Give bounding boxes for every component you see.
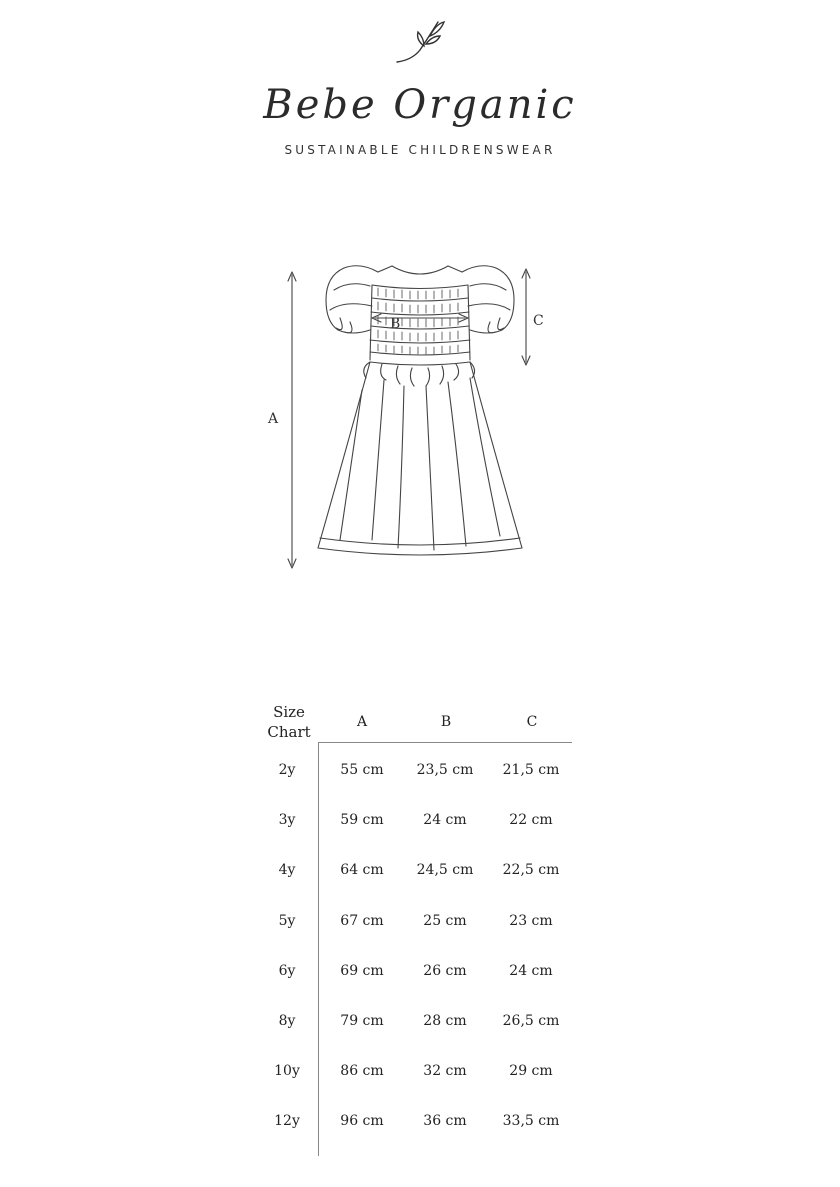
row-size-label: 12y xyxy=(274,1113,300,1129)
column-header-a: A xyxy=(356,714,368,730)
dimension-b-label: B xyxy=(390,316,401,332)
dimension-c-arrow xyxy=(522,269,530,365)
cell-b: 25 cm xyxy=(423,913,467,929)
cell-b: 26 cm xyxy=(423,963,467,979)
cell-b: 28 cm xyxy=(423,1013,467,1029)
bodice xyxy=(370,285,470,360)
cell-a: 79 cm xyxy=(340,1013,384,1029)
left-sleeve xyxy=(326,266,378,333)
size-chart-title xyxy=(258,702,320,742)
cell-c: 23 cm xyxy=(509,913,553,929)
row-size-label: 5y xyxy=(278,913,296,929)
size-chart-title-line1: Size xyxy=(273,703,305,721)
cell-a: 64 cm xyxy=(340,862,384,878)
cell-a: 96 cm xyxy=(340,1113,384,1129)
row-size-label: 10y xyxy=(274,1063,300,1079)
row-size-label: 3y xyxy=(278,812,296,828)
cell-a: 86 cm xyxy=(340,1063,384,1079)
row-size-label: 4y xyxy=(278,862,296,878)
cell-c: 33,5 cm xyxy=(502,1113,560,1129)
row-size-label: 2y xyxy=(278,762,296,778)
row-size-label: 8y xyxy=(278,1013,296,1029)
cell-b: 24,5 cm xyxy=(416,862,474,878)
cell-a: 59 cm xyxy=(340,812,384,828)
dimension-a-label: A xyxy=(268,411,279,427)
cell-a: 69 cm xyxy=(340,963,384,979)
cell-c: 22,5 cm xyxy=(502,862,560,878)
cell-b: 32 cm xyxy=(423,1063,467,1079)
brand-name: Bebe Organic xyxy=(263,82,577,128)
dimension-c-label: C xyxy=(533,313,544,329)
dimension-a-arrow xyxy=(288,272,296,568)
right-sleeve xyxy=(462,266,514,333)
cell-c: 22 cm xyxy=(509,812,553,828)
cell-b: 24 cm xyxy=(423,812,467,828)
cell-b: 23,5 cm xyxy=(416,762,474,778)
row-size-label: 6y xyxy=(278,963,296,979)
cell-a: 67 cm xyxy=(340,913,384,929)
size-column-divider xyxy=(318,742,319,1156)
header-divider xyxy=(318,742,572,743)
size-chart-title-line2: Chart xyxy=(267,723,311,741)
cell-c: 24 cm xyxy=(509,963,553,979)
column-header-c: C xyxy=(526,714,538,730)
column-header-b: B xyxy=(440,714,452,730)
cell-c: 21,5 cm xyxy=(502,762,560,778)
brand-tagline: SUSTAINABLE CHILDRENSWEAR xyxy=(284,143,556,157)
cell-b: 36 cm xyxy=(423,1113,467,1129)
cell-c: 26,5 cm xyxy=(502,1013,560,1029)
cell-a: 55 cm xyxy=(340,762,384,778)
cell-c: 29 cm xyxy=(509,1063,553,1079)
